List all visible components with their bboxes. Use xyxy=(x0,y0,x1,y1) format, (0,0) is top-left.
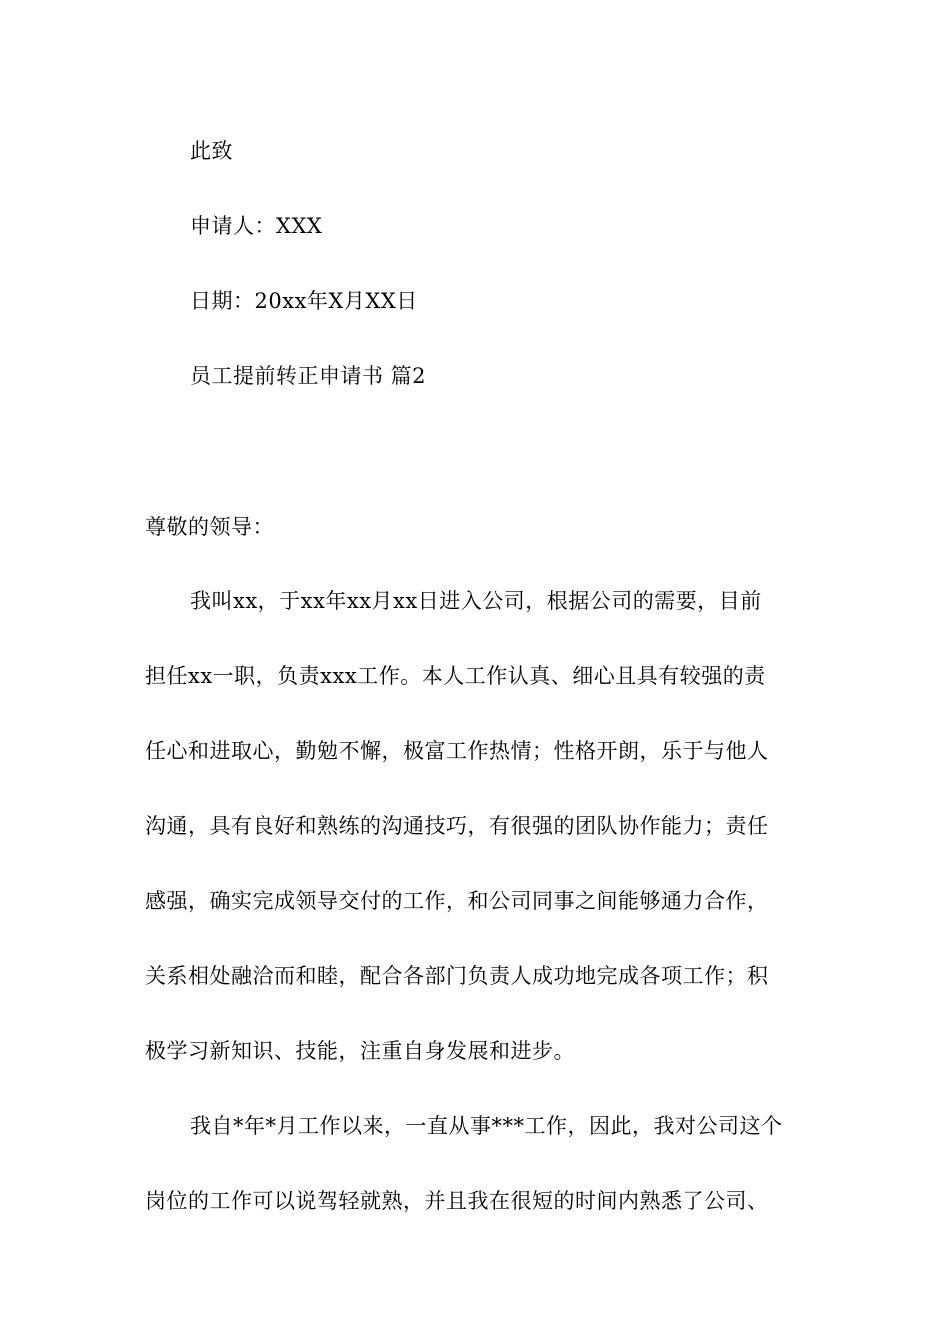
date-line: 日期：20xx年X月XX日 xyxy=(190,289,418,313)
paragraph-1-line-4: 沟通，具有良好和熟练的沟通技巧，有很强的团队协作能力；责任 xyxy=(145,814,769,838)
paragraph-1-line-1: 我叫xx，于xx年xx月xx日进入公司，根据公司的需要，目前 xyxy=(190,589,762,613)
paragraph-1-line-5: 感强，确实完成领导交付的工作，和公司同事之间能够通力合作， xyxy=(145,889,769,913)
paragraph-2-line-1: 我自*年*月工作以来，一直从事***工作，因此，我对公司这个 xyxy=(190,1114,783,1138)
section-title: 员工提前转正申请书 篇2 xyxy=(190,364,427,388)
paragraph-2-line-2: 岗位的工作可以说驾轻就熟，并且我在很短的时间内熟悉了公司、 xyxy=(145,1189,769,1213)
paragraph-1-line-6: 关系相处融洽而和睦，配合各部门负责人成功地完成各项工作；积 xyxy=(145,964,769,988)
closing-salutation: 此致 xyxy=(190,139,233,163)
paragraph-1-line-2: 担任xx一职，负责xxx工作。本人工作认真、细心且具有较强的责 xyxy=(145,664,766,688)
paragraph-1-line-7: 极学习新知识、技能，注重自身发展和进步。 xyxy=(145,1039,575,1063)
paragraph-1-line-3: 任心和进取心，勤勉不懈，极富工作热情；性格开朗，乐于与他人 xyxy=(145,739,769,763)
applicant-line: 申请人：XXX xyxy=(190,214,323,238)
greeting: 尊敬的领导： xyxy=(145,515,274,539)
